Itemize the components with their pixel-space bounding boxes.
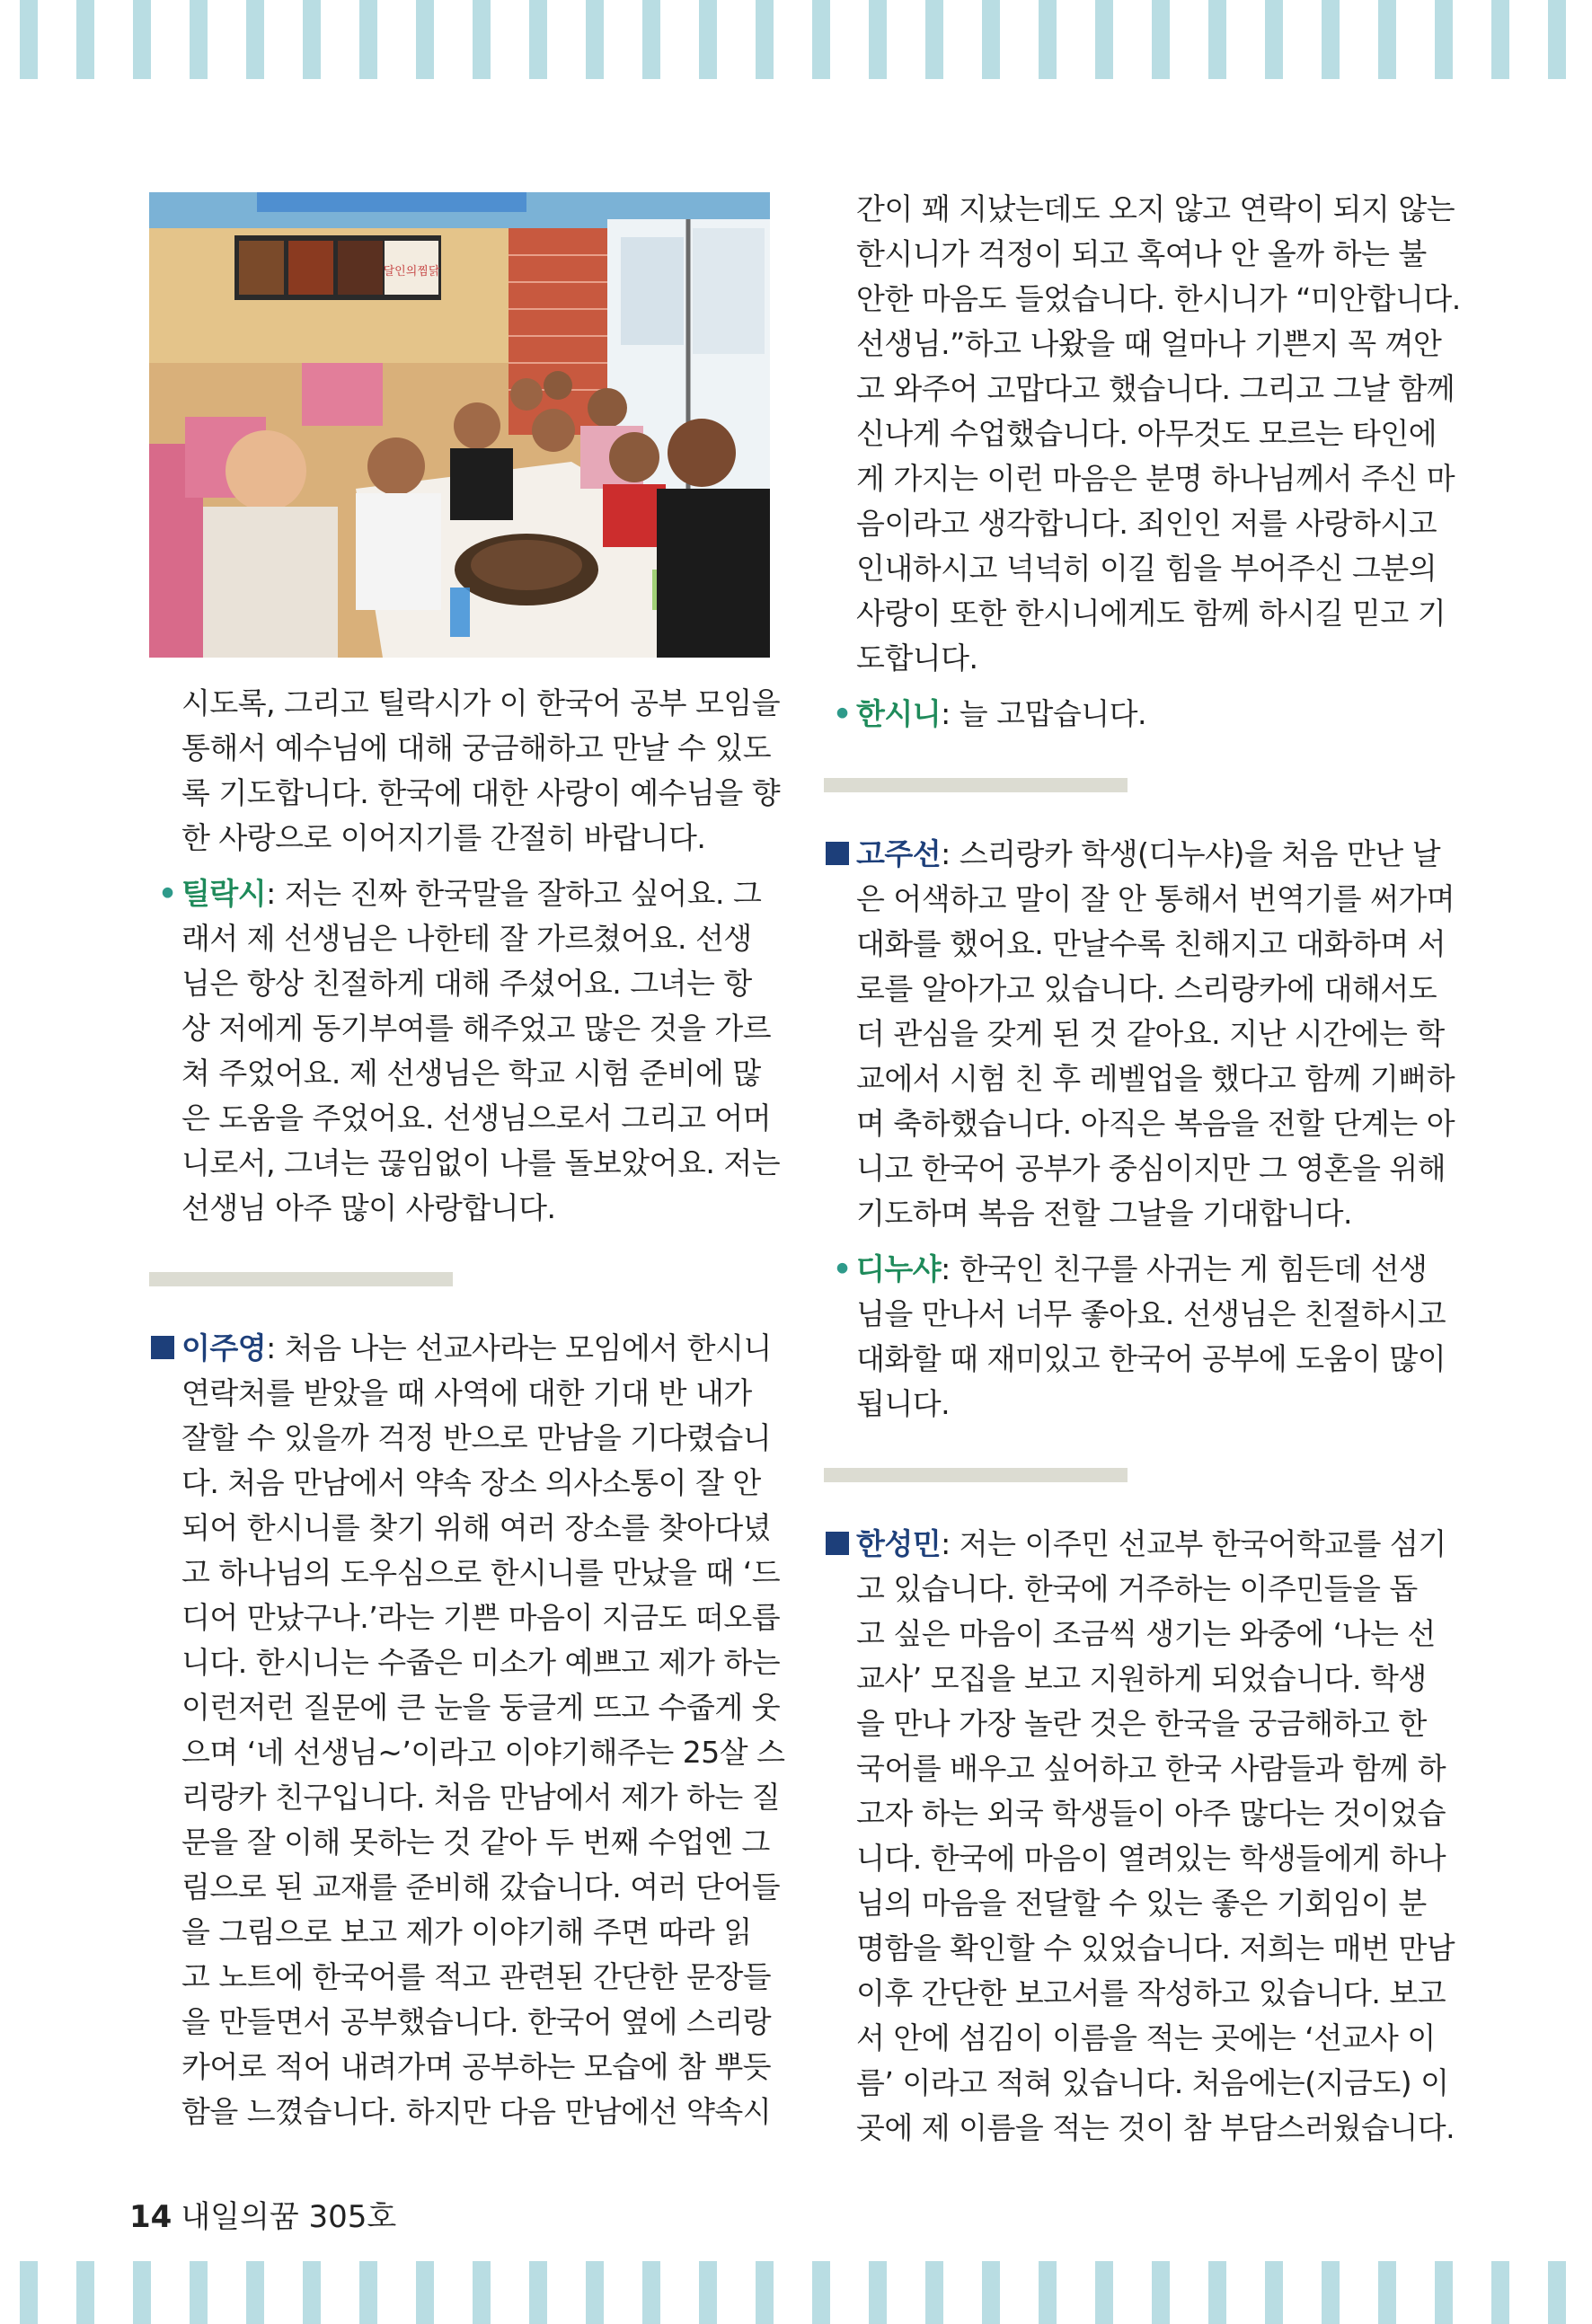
text-line: 을 만들면서 공부했습니다. 한국어 옆에 스리랑 [181,2004,772,2039]
text-line: 사랑이 또한 한시니에게도 함께 하시길 믿고 기 [856,596,1446,631]
section-divider [824,778,1128,792]
group-photo [149,192,770,658]
text-line: 대화를 했어요. 만날수록 친해지고 대화하며 서 [856,926,1446,961]
text-line: 래서 제 선생님은 나한테 잘 가르쳤어요. 선생 [181,921,752,956]
bullet-dot-icon: • [833,1251,852,1286]
text-line: : 스리랑카 학생(디누샤)을 처음 만난 날 [941,836,1441,871]
intro-paragraph [149,681,781,861]
speaker-name: 한시니 [856,696,942,731]
speaker-name: 이주영 [181,1330,267,1365]
text-line: 름’ 이라고 적혀 있습니다. 처음에는(지금도) 이 [856,2065,1449,2100]
text-line: 선생님 아주 많이 사랑합니다. [181,1190,556,1225]
text-line: 교사’ 모집을 보고 지원하게 되었습니다. 학생 [856,1661,1427,1696]
text-line: 고자 하는 외국 학생들이 아주 많다는 것이었습 [856,1796,1446,1831]
text-line: 게 가지는 이런 마음은 분명 하나님께서 주신 마 [856,461,1455,496]
text-line: 신나게 수업했습니다. 아무것도 모르는 타인에 [856,416,1437,451]
text-line: 연락처를 받았을 때 사역에 대한 기대 반 내가 [181,1375,752,1410]
text-line: 록 기도합니다. 한국에 대한 사랑이 예수님을 향 [181,775,781,810]
text-line: : 늘 고맙습니다. [941,696,1146,731]
text-line: 다. 처음 만남에서 약속 장소 의사소통이 잘 안 [181,1465,761,1500]
dinusha-quote [824,1247,1446,1427]
page-footer [129,2192,396,2236]
text-line: 교에서 시험 친 후 레벨업을 했다고 함께 기뻐하 [856,1061,1455,1096]
text-line: 간이 꽤 지났는데도 오지 않고 연락이 되지 않는 [856,191,1455,226]
text-line: 쳐 주었어요. 제 선생님은 학교 시험 준비에 많 [181,1056,761,1091]
text-line: 며 축하했습니다. 아직은 복음을 전할 단계는 아 [856,1106,1455,1141]
text-line: 림으로 된 교재를 준비해 갔습니다. 여러 단어들 [181,1869,781,1904]
bottom-stripe-border [0,2261,1592,2324]
text-line: 이런저런 질문에 큰 눈을 둥글게 뜨고 수줍게 웃 [181,1690,781,1725]
section-divider [149,1272,453,1286]
text-line: 서 안에 섬김이 이름을 적는 곳에는 ‘선교사 이 [856,2020,1436,2055]
text-line: 기도하며 복음 전할 그날을 기대합니다. [856,1196,1352,1231]
text-line: 님의 마음을 전달할 수 있는 좋은 기회임이 분 [856,1886,1427,1921]
text-line: 한 사랑으로 이어지기를 간절히 바랍니다. [181,820,706,855]
han-section [824,1522,1455,2151]
text-line: 고 와주어 고맙다고 했습니다. 그리고 그날 함께 [856,371,1455,406]
text-line: 되어 한시니를 찾기 위해 여러 장소를 찾아다녔 [181,1510,772,1545]
text-line: 국어를 배우고 싶어하고 한국 사람들과 함께 하 [856,1751,1446,1786]
text-line: 고 하나님의 도우심으로 한시니를 만났을 때 ‘드 [181,1555,781,1590]
page-number: 14 [129,2199,172,2235]
speaker-name: 틸락시 [181,876,267,911]
text-line: 니고 한국어 공부가 중심이지만 그 영혼을 위해 [856,1151,1446,1186]
left-column [149,681,785,2145]
text-line: 고 싶은 마음이 조금씩 생기는 와중에 ‘나는 선 [856,1616,1436,1651]
text-line: 문을 잘 이해 못하는 것 같아 두 번째 수업엔 그 [181,1825,770,1860]
text-line: 통해서 예수님에 대해 궁금해하고 만날 수 있도 [181,730,772,765]
right-column [824,187,1461,2161]
text-line: 카어로 적어 내려가며 공부하는 모습에 참 뿌듯 [181,2049,772,2084]
text-line: 잘할 수 있을까 걱정 반으로 만남을 기다렸습니 [181,1420,772,1455]
speaker-name: 고주선 [856,836,942,871]
text-line: 됩니다. [856,1386,951,1421]
text-line: 디어 만났구나.’라는 기쁜 마음이 지금도 떠오릅 [181,1600,781,1635]
text-line: 대화할 때 재미있고 한국어 공부에 도움이 많이 [856,1341,1446,1376]
text-line: 상 저에게 동기부여를 해주었고 많은 것을 가르 [181,1011,772,1046]
lee-section [149,1326,785,2134]
text-line: 님을 만나서 너무 좋아요. 선생님은 친절하시고 [856,1296,1446,1331]
square-bullet-icon [826,842,849,865]
text-line: 명함을 확인할 수 있었습니다. 저희는 매번 만남 [856,1931,1455,1966]
text-line: : 저는 이주민 선교부 한국어학교를 섬기 [941,1526,1446,1561]
text-line: 음이라고 생각합니다. 죄인인 저를 사랑하시고 [856,506,1437,541]
text-line: 은 도움을 주었어요. 선생님으로서 그리고 어머 [181,1100,772,1135]
text-line: 로를 알아가고 있습니다. 스리랑카에 대해서도 [856,971,1437,1006]
continued-paragraph [824,187,1461,681]
text-line: 더 관심을 갖게 된 것 같아요. 지난 시간에는 학 [856,1016,1445,1051]
text-line: : 저는 진짜 한국말을 잘하고 싶어요. 그 [266,876,762,911]
tilaksi-quote [149,871,781,1231]
text-line: 고 있습니다. 한국에 거주하는 이주민들을 돕 [856,1571,1418,1606]
text-line: : 한국인 친구를 사귀는 게 힘든데 선생 [941,1251,1428,1286]
text-line: 님은 항상 친절하게 대해 주셨어요. 그녀는 항 [181,966,752,1001]
text-line: 이후 간단한 보고서를 작성하고 있습니다. 보고 [856,1975,1446,2010]
text-line: 도합니다. [856,641,978,676]
text-line: 니다. 한국에 마음이 열려있는 학생들에게 하나 [856,1841,1446,1876]
section-divider [824,1468,1128,1482]
text-line: : 처음 나는 선교사라는 모임에서 한시니 [266,1330,772,1365]
top-stripe-border [0,0,1592,79]
text-line: 으며 ‘네 선생님~’이라고 이야기해주는 25살 스 [181,1735,785,1770]
square-bullet-icon [151,1336,174,1359]
text-line: 시도록, 그리고 틸락시가 이 한국어 공부 모임을 [181,685,781,720]
bullet-dot-icon: • [158,876,177,911]
ko-section [824,832,1455,1236]
restaurant-sign-text: 달인의찜닭 [383,265,440,278]
text-line: 인내하시고 넉넉히 이길 힘을 부어주신 그분의 [856,551,1437,586]
text-line: 고 노트에 한국어를 적고 관련된 간단한 문장들 [181,1959,772,1994]
text-line: 니다. 한시니는 수줍은 미소가 예쁘고 제가 하는 [181,1645,781,1680]
text-line: 한시니가 걱정이 되고 혹여나 안 올까 하는 불 [856,236,1427,271]
text-line: 니로서, 그녀는 끊임없이 나를 돌보았어요. 저는 [181,1145,781,1180]
speaker-name: 한성민 [856,1526,942,1561]
magazine-issue: 내일의꿈 305호 [181,2199,397,2235]
text-line: 을 그림으로 보고 제가 이야기해 주면 따라 읽 [181,1914,752,1949]
square-bullet-icon [826,1532,849,1555]
text-line: 안한 마음도 들었습니다. 한시니가 “미안합니다. [856,281,1461,316]
text-line: 함을 느꼈습니다. 하지만 다음 만남에선 약속시 [181,2094,772,2129]
hansini-quote [824,692,1446,737]
text-line: 은 어색하고 말이 잘 안 통해서 번역기를 써가며 [856,881,1455,916]
text-line: 곳에 제 이름을 적는 것이 참 부담스러웠습니다. [856,2110,1455,2145]
speaker-name: 디누샤 [856,1251,942,1286]
text-line: 을 만나 가장 놀란 것은 한국을 궁금해하고 한 [856,1706,1427,1741]
text-line: 리랑카 친구입니다. 처음 만남에서 제가 하는 질 [181,1780,781,1815]
bullet-dot-icon: • [833,696,852,731]
text-line: 선생님.”하고 나왔을 때 얼마나 기쁜지 꼭 껴안 [856,326,1442,361]
